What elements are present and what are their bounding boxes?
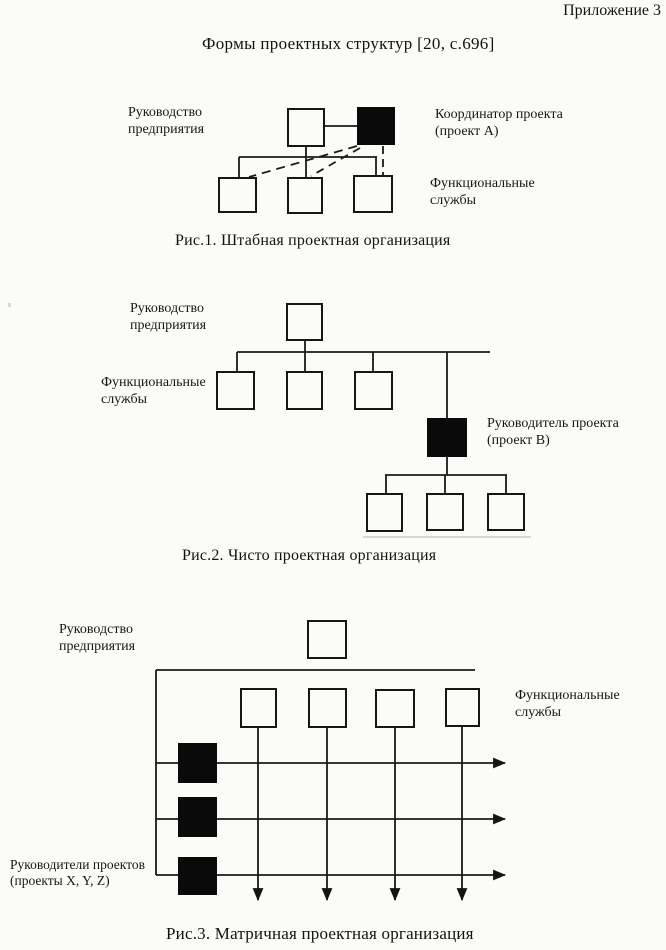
- label-line: службы: [101, 392, 148, 407]
- label-line: Руководители проектов: [10, 857, 145, 872]
- fig3-caption: Рис.3. Матричная проектная организация: [166, 924, 474, 943]
- label-line: Функциональные: [515, 688, 620, 703]
- fig3-project-managers-label: [10, 857, 145, 889]
- fig1-caption: Рис.1. Штабная проектная организация: [175, 232, 451, 249]
- label-line: предприятия: [59, 639, 136, 654]
- label-line: Руководство: [59, 622, 133, 637]
- fig3-management-label: [59, 621, 135, 655]
- label-line: службы: [430, 193, 477, 208]
- fig3-functional-box-1: [240, 688, 277, 728]
- label-line: Руководство: [130, 301, 204, 316]
- fig3-functional-box-4: [445, 688, 480, 727]
- label-line: (проекты X, Y, Z): [10, 873, 110, 888]
- fig3-project-manager-box-2: [178, 797, 217, 837]
- label-line: Руководство: [128, 105, 202, 120]
- label-line: (проект В): [487, 433, 550, 448]
- label-line: службы: [515, 705, 562, 720]
- label-line: (проект А): [435, 124, 499, 139]
- label-line: предприятия: [130, 318, 207, 333]
- fig3-project-manager-box-3: [178, 857, 217, 895]
- appendix-label: Приложение 3: [563, 2, 661, 19]
- fig3-functional-label: [515, 687, 620, 721]
- fig2-caption: Рис.2. Чисто проектная организация: [182, 547, 437, 564]
- fig3-functional-box-2: [308, 688, 347, 728]
- fig3-management-box: [307, 620, 347, 659]
- label-line: Функциональные: [101, 375, 206, 390]
- fig3-functional-box-3: [375, 689, 415, 728]
- fig3-project-manager-box-1: [178, 743, 217, 783]
- label-line: Руководитель проекта: [487, 416, 619, 431]
- page-title: Формы проектных структур [20, с.696]: [202, 34, 495, 53]
- label-line: Координатор проекта: [435, 107, 563, 122]
- label-line: Функциональные: [430, 176, 535, 191]
- label-line: предприятия: [128, 122, 205, 137]
